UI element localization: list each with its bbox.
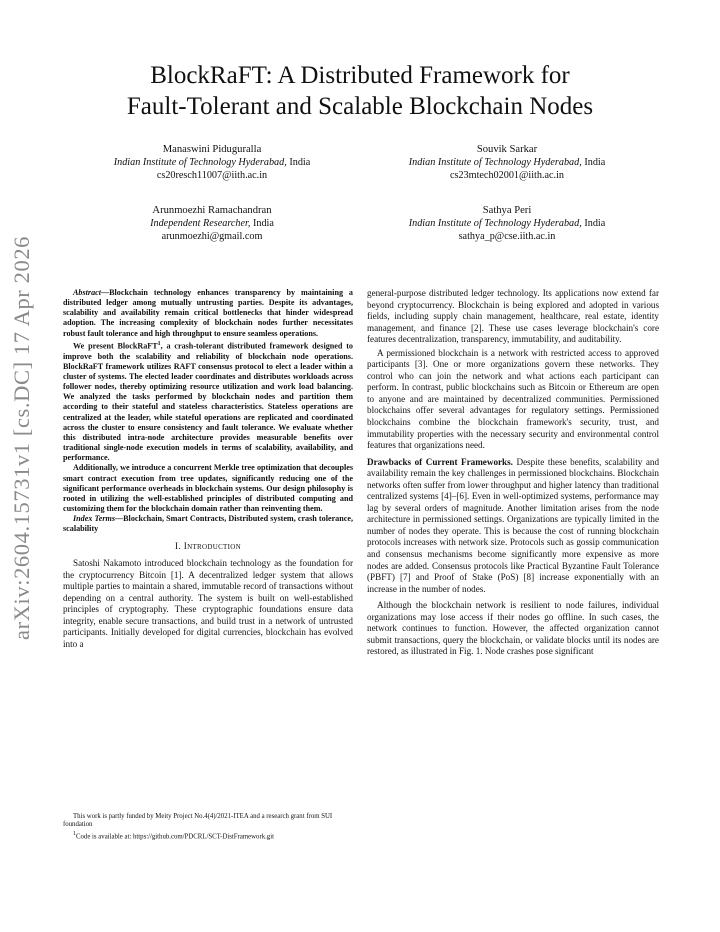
author-block-4 — [377, 204, 637, 243]
author-block-2 — [377, 143, 637, 182]
title-line-2: Fault-Tolerant and Scalable Blockchain Nodes — [126, 93, 594, 120]
author-email: cs20resch11007@iith.ac.in — [156, 170, 268, 181]
author-name: Arunmoezhi Ramachandran — [152, 205, 272, 216]
author-name: Sathya Peri — [482, 205, 532, 216]
intro-paragraph-1: Satoshi Nakamoto introduced blockchain technology as the foundation for the cryptocurrency Bitcoin [1]. A decentralized ledger system that allows multiple parties to maintain a shared, immutable record of transactions without depending on a central authority. The system is built on well-established principles of cryptography. These cryptographic foundations ensure data integrity, enable secure transactions, and build trust in a network of untrusted participants. Initially developed for digital currencies, blockchain has evolved into a — [63, 558, 353, 649]
abstract-paragraph-2: We present BlockRaFT$^1$, a crash-tolerant distributed framework designed to improve both the scalability and reliability of blockchain node operations. BlockRaFT framework utilizes RAFT consensus protocol to elect a leader within a cluster of systems. The elected leader coordinates and distributes workloads across follower nodes, thereby optimizing resource utilization and work load balancing. We analyzed the tasks performed by blockchain nodes and partition them according to their stateful and stateless characteristics. Stateless operations are centralized at the leader, while stateful operations are replicated and coordinated across the cluster to ensure consistency and fault tolerance. We evaluate whether this distributed intra-node architecture provides measurable benefits over traditional single-node execution models in terms of scalability, availability, and performance. — [63, 340, 353, 463]
author-email: arunmoezhi@gmail.com — [161, 231, 263, 242]
author-affiliation: Independent Researcher, India — [150, 218, 274, 229]
arxiv-identifier: arXiv:2604.15731v1 [cs.DC] 17 Apr 2026 — [9, 235, 34, 640]
title-line-1: BlockRaFT: A Distributed Framework for — [150, 62, 570, 89]
right-paragraph-1: general-purpose distributed ledger technology. Its applications now extend far beyond cryptocurrency. Blockchain is being explored and adopted in various fields, including supply chain management, healthcare, real estate, identity management, and finance [2]. These use cases leverage blockchain's core features decentralization, transparency, immutability, and auditability. — [367, 288, 659, 345]
author-block-3 — [82, 204, 342, 243]
paper-title — [60, 60, 660, 122]
right-column — [367, 288, 659, 658]
footnote-code: $^1$Code is available at: https://github.com/PDCRL/SCT-DistFramework.git — [73, 830, 274, 841]
right-paragraph-2: A permissioned blockchain is a network with restricted access to approved participants [3]. One or more organizations govern these networks. They control who can join the network and what actions each participant can perform. In contrast, public blockchains such as Bitcoin or Ethereum are open to anyone and are maintained by decentralized communities. Permissioned blockchains offer several advantages for regulatory settings. Permissioned blockchains combine the blockchain framework's security, trust, and immutability properties with the necessary security and environmental control features that organizations need. — [367, 347, 659, 451]
author-affiliation: Indian Institute of Technology Hyderabad, India — [408, 157, 606, 168]
abstract-paragraph-1: Abstract—Blockchain technology enhances transparency by maintaining a distributed ledger among mutually untrusting parties. Despite its advantages, scalability and availability remain critical bottlenecks that hinder widespread adoption. The increasing complexity of blockchain nodes further necessitates robust fault tolerance and high throughput to ensure seamless operations. — [63, 288, 353, 338]
section-heading-introduction: I. Introduction — [175, 542, 241, 553]
footnote-funding: This work is partly funded by Meity Project No.4(4)/2021-ITEA and a research grant from SUI foundation — [63, 813, 333, 829]
abstract-paragraph-3: Additionally, we introduce a concurrent Merkle tree optimization that decouples smart contract execution from tree updates, significantly reducing one of the significant performance overheads in blockchain systems. Our design philosophy is rooted in utilizing the well-established principles of distributed computing and customizing them for the blockchain domain rather than reinventing them. — [63, 463, 353, 513]
footnotes — [63, 813, 353, 841]
author-name: Manaswini Piduguralla — [162, 144, 262, 155]
right-paragraph-4: Although the blockchain network is resilient to node failures, individual organizations may lose access if their nodes go offline. In such cases, the network continues to function. However, the affected organization cannot submit transactions, query the blockchain, or validate blocks until its nodes are restored, as illustrated in Fig. 1. Node crashes pose significant — [367, 600, 659, 657]
drawbacks-paragraph: Drawbacks of Current Frameworks. Despite these benefits, scalability and availability remain the key challenges in permissioned blockchains. Blockchain networks often suffer from lower throughput and higher latency than traditional centralized systems [4]–[6]. Even in well-optimized systems, performance may lag by several orders of magnitude. Another limitation arises from the node architecture in permissioned settings. Organizations are typically limited in the number of nodes they operate. This is because the cost of running blockchain protocols increases with network size. Protocols such as gossip communication and consensus mechanisms become significantly more expensive as more nodes are added. Consensus protocols like Practical Byzantine Fault Tolerance (PBFT) [7] and Proof of Stake (PoS) [8] increase exponentially with an increase in the number of nodes. — [367, 456, 660, 594]
author-block-1 — [82, 143, 342, 182]
index-terms: Index Terms—Blockchain, Smart Contracts, Distributed system, crash tolerance, scalability — [63, 514, 353, 534]
author-email: cs23mtech02001@iith.ac.in — [449, 170, 565, 181]
author-name: Souvik Sarkar — [476, 144, 538, 155]
author-affiliation: Indian Institute of Technology Hyderabad, India — [113, 157, 311, 168]
left-column — [63, 288, 353, 650]
author-email: sathya_p@cse.iith.ac.in — [458, 231, 556, 242]
author-affiliation: Indian Institute of Technology Hyderabad, India — [408, 218, 606, 229]
